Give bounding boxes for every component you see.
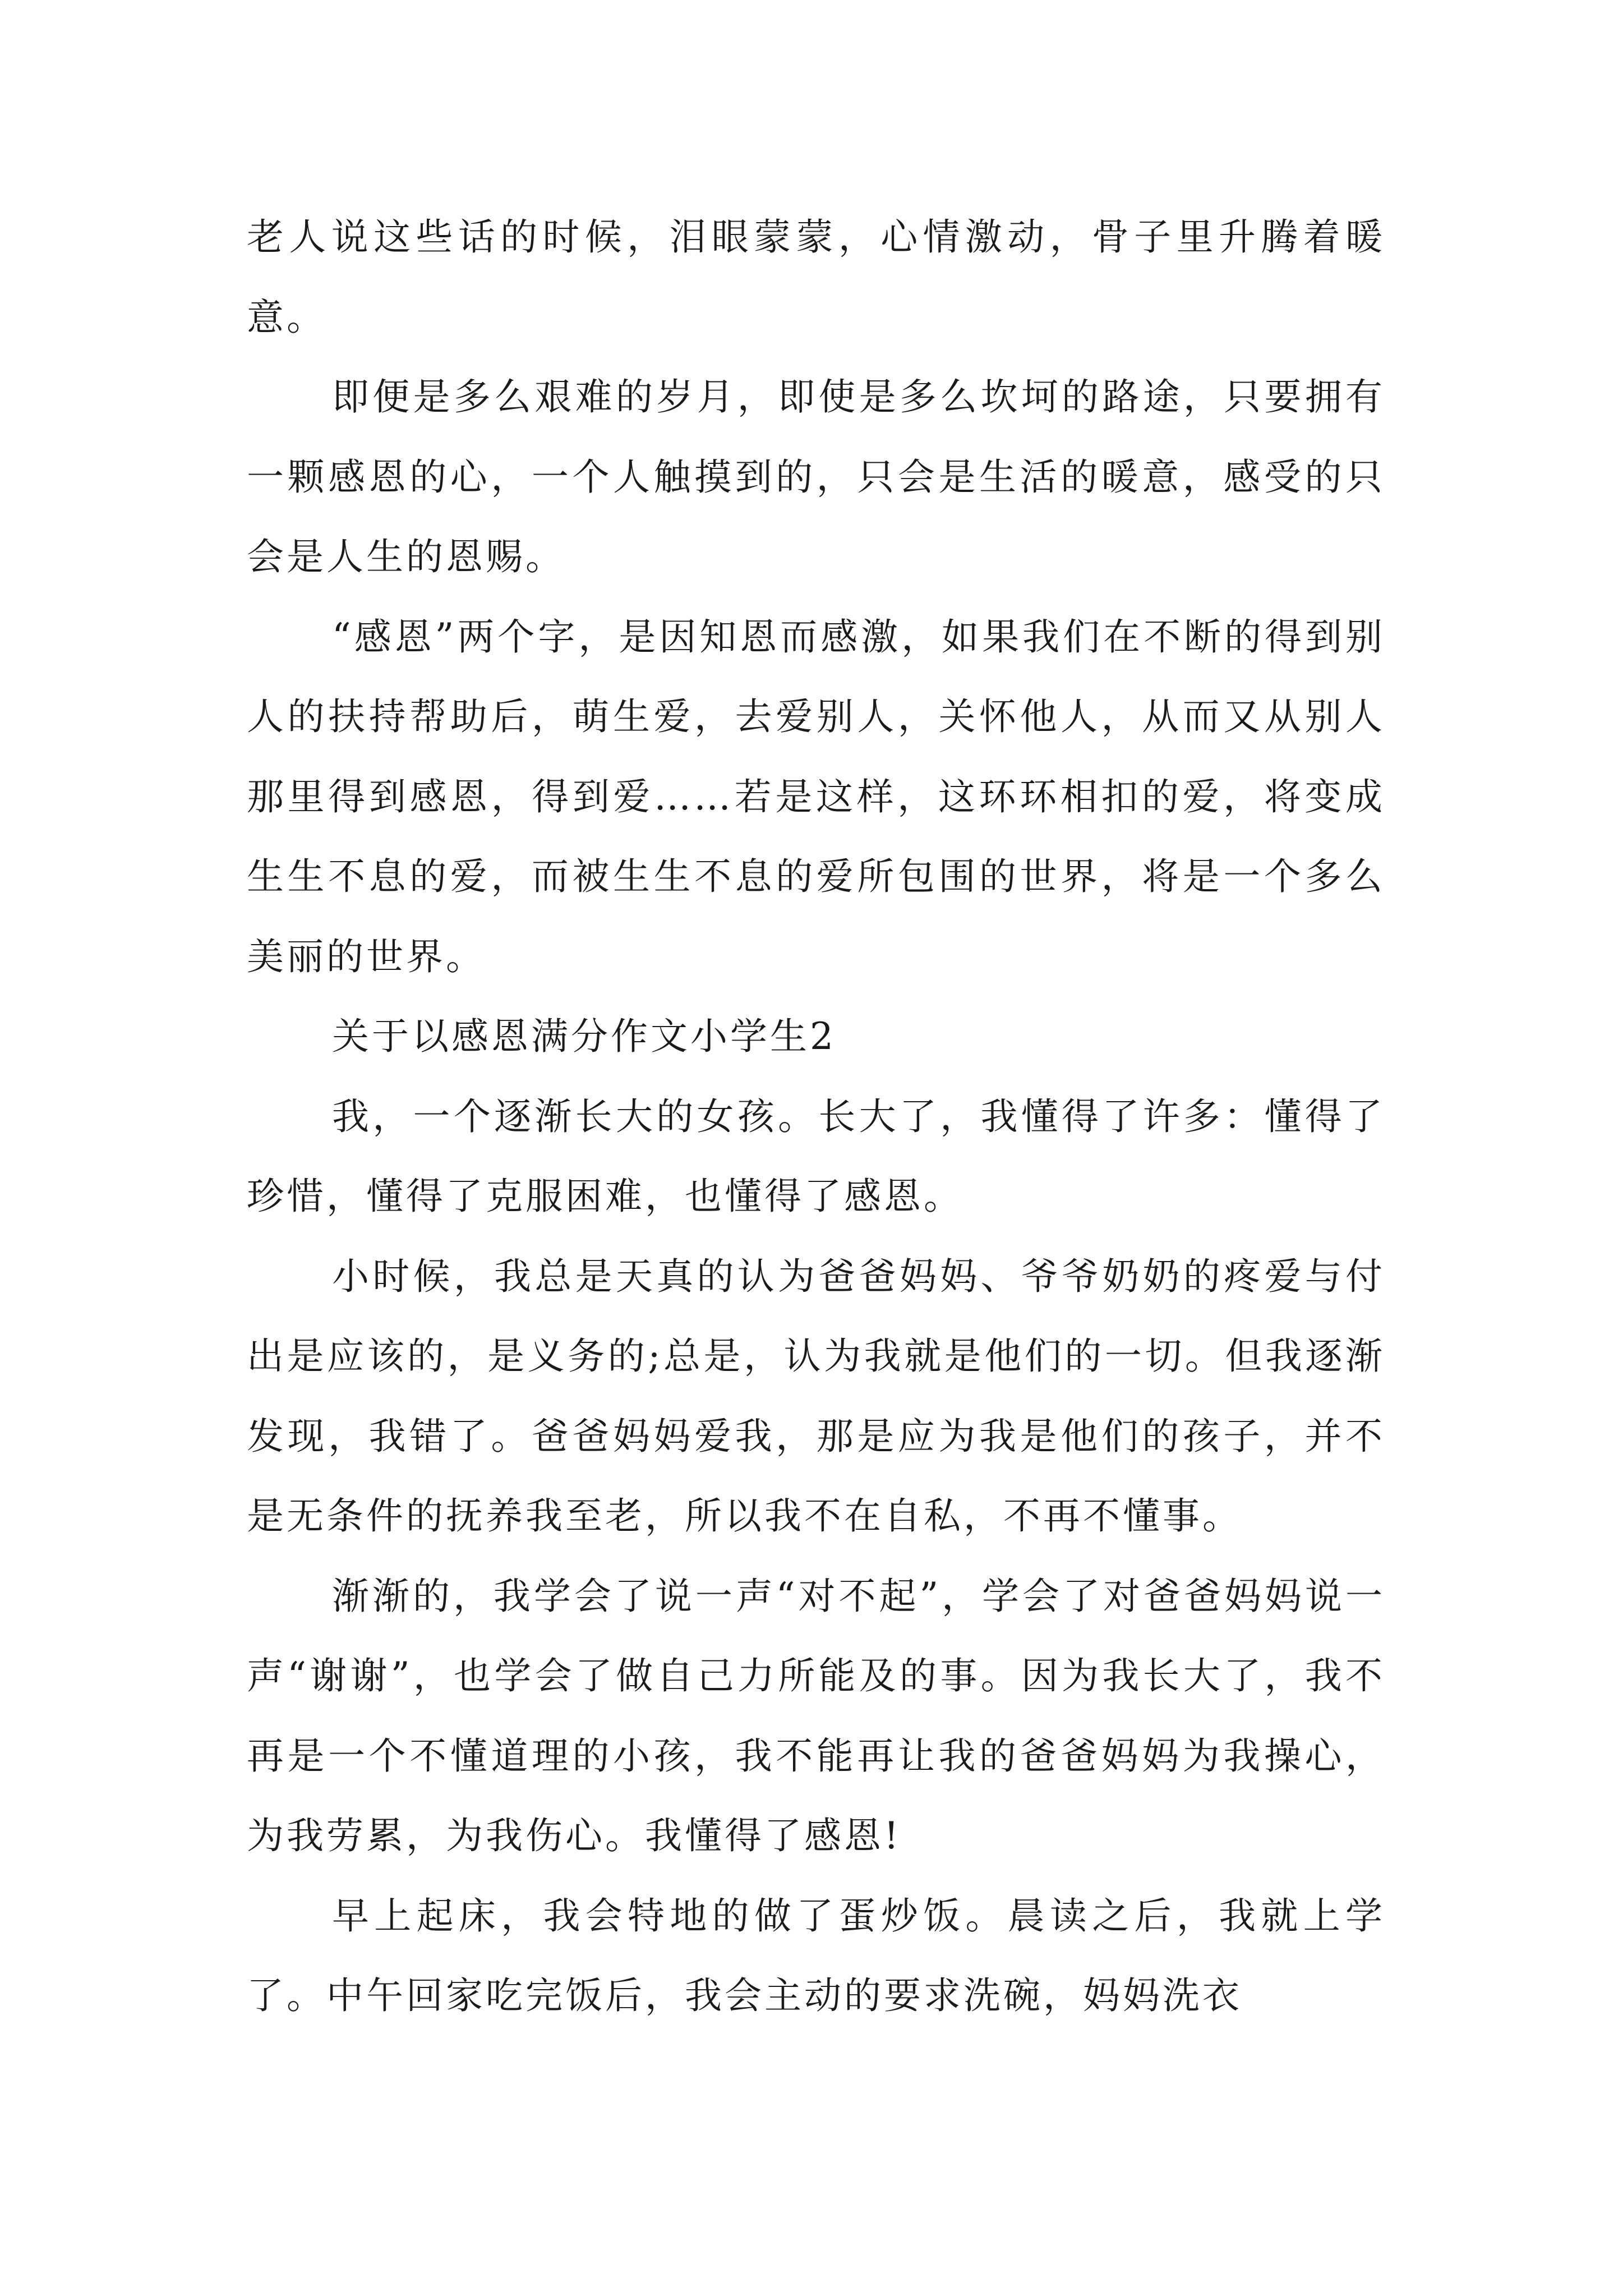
paragraph: 我，一个逐渐长大的女孩。长大了，我懂得了许多：懂得了珍惜，懂得了克服困难，也懂得了感恩。 bbox=[247, 1094, 1385, 1218]
section-heading: 关于以感恩满分作文小学生2 bbox=[332, 1015, 836, 1058]
paragraph-continuation: 老人说这些话的时候，泪眼蒙蒙，心情激动，骨子里升腾着暖意。 bbox=[247, 215, 1385, 339]
paragraph: 小时候，我总是天真的认为爸爸妈妈、爷爷奶奶的疼爱与付出是应该的，是义务的;总是，认为我就是他们的一切。但我逐渐发现，我错了。爸爸妈妈爱我，那是应为我是他们的孩子，并不是无条件的抚养我至老，所以我不在自私，不再不懂事。 bbox=[247, 1254, 1385, 1538]
paragraph: 渐渐的，我学会了说一声“对不起”，学会了对爸爸妈妈说一声“谢谢”，也学会了做自己力所能及的事。因为我长大了，我不再是一个不懂道理的小孩，我不能再让我的爸爸妈妈为我操心，为我劳累，为我伤心。我懂得了感恩! bbox=[247, 1574, 1385, 1857]
document-body bbox=[247, 197, 1385, 2036]
paragraph: 即便是多么艰难的岁月，即使是多么坎坷的路途，只要拥有一颗感恩的心，一个人触摸到的，只会是生活的暖意，感受的只会是人生的恩赐。 bbox=[247, 375, 1385, 578]
paragraph: 早上起床，我会特地的做了蛋炒饭。晨读之后，我就上学了。中午回家吃完饭后，我会主动的要求洗碗，妈妈洗衣 bbox=[247, 1894, 1385, 2017]
paragraph: “感恩”两个字，是因知恩而感激，如果我们在不断的得到别人的扶持帮助后，萌生爱，去爱别人，关怀他人，从而又从别人那里得到感恩，得到爱……若是这样，这环环相扣的爱，将变成生生不息的爱，而被生生不息的爱所包围的世界，将是一个多么美丽的世界。 bbox=[247, 615, 1385, 978]
